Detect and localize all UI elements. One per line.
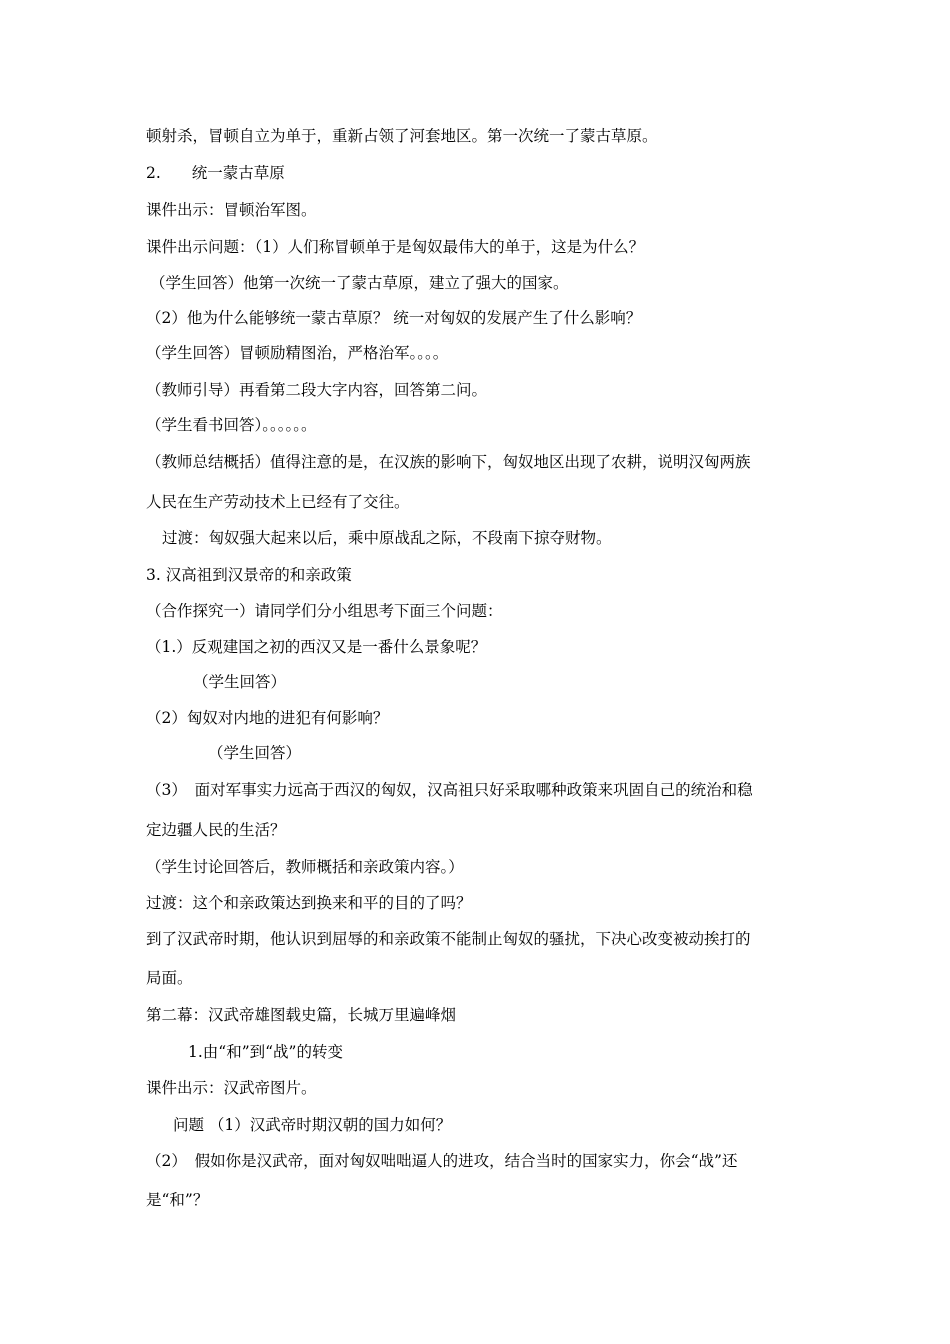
- text-line-4: 课件出示问题：（1）人们称冒顿单于是匈奴最伟大的单于，这是为什么？: [146, 238, 645, 256]
- text-line-17: （2）匈奴对内地的进犯有何影响？: [146, 709, 389, 727]
- text-line-15: （1.）反观建国之初的西汉又是一番什么景象呢？: [146, 638, 487, 656]
- text-line-9: （学生看书回答）。。。。。。: [146, 416, 317, 434]
- text-line-10: （教师总结概括）值得注意的是，在汉族的影响下，匈奴地区出现了农耕，说明汉匈两族: [146, 453, 751, 471]
- text-line-7: （学生回答）冒顿励精图治，严格治军。。。。: [146, 344, 449, 362]
- text-line-1: 顿射杀，冒顿自立为单于，重新占领了河套地区。第一次统一了蒙古草原。: [146, 127, 658, 145]
- text-line-23: 到了汉武帝时期，他认识到屈辱的和亲政策不能制止匈奴的骚扰，下决心改变被动挨打的: [146, 930, 751, 948]
- text-line-25: 第二幕：汉武帝雄图载史篇，长城万里遍峰烟: [146, 1006, 457, 1024]
- text-line-2: 2. 统一蒙古草原: [146, 164, 285, 182]
- text-line-5: （学生回答）他第一次统一了蒙古草原，建立了强大的国家。: [150, 274, 569, 292]
- text-line-29: （2） 假如你是汉武帝，面对匈奴咄咄逼人的进攻，结合当时的国家实力，你会“战”还: [146, 1152, 738, 1170]
- text-line-22: 过渡：这个和亲政策达到换来和平的目的了吗？: [146, 894, 472, 912]
- text-line-28: 问题 （1）汉武帝时期汉朝的国力如何？: [173, 1116, 452, 1134]
- text-line-14: （合作探究一）请同学们分小组思考下面三个问题：: [146, 602, 503, 620]
- text-line-12: 过渡：匈奴强大起来以后，乘中原战乱之际，不段南下掠夺财物。: [162, 529, 612, 547]
- text-line-21: （学生讨论回答后，教师概括和亲政策内容。）: [146, 858, 464, 876]
- text-line-3: 课件出示：冒顿治军图。: [146, 201, 317, 219]
- text-line-13: 3. 汉高祖到汉景帝的和亲政策: [146, 566, 352, 584]
- text-line-24: 局面。: [146, 969, 193, 987]
- text-line-18: （学生回答）: [208, 744, 302, 762]
- text-line-20: 定边疆人民的生活？: [146, 821, 286, 839]
- text-line-30: 是“和”？: [146, 1191, 209, 1209]
- text-line-8: （教师引导）再看第二段大字内容，回答第二问。: [146, 381, 488, 399]
- text-line-19: （3） 面对军事实力远高于西汉的匈奴，汉高祖只好采取哪种政策来巩固自己的统治和稳: [146, 781, 753, 799]
- text-line-27: 课件出示：汉武帝图片。: [146, 1079, 317, 1097]
- text-line-16: （学生回答）: [193, 673, 287, 691]
- text-line-11: 人民在生产劳动技术上已经有了交往。: [146, 493, 410, 511]
- text-line-6: （2）他为什么能够统一蒙古草原？ 统一对匈奴的发展产生了什么影响？: [146, 309, 642, 327]
- text-line-26: 1.由“和”到“战”的转变: [188, 1043, 343, 1061]
